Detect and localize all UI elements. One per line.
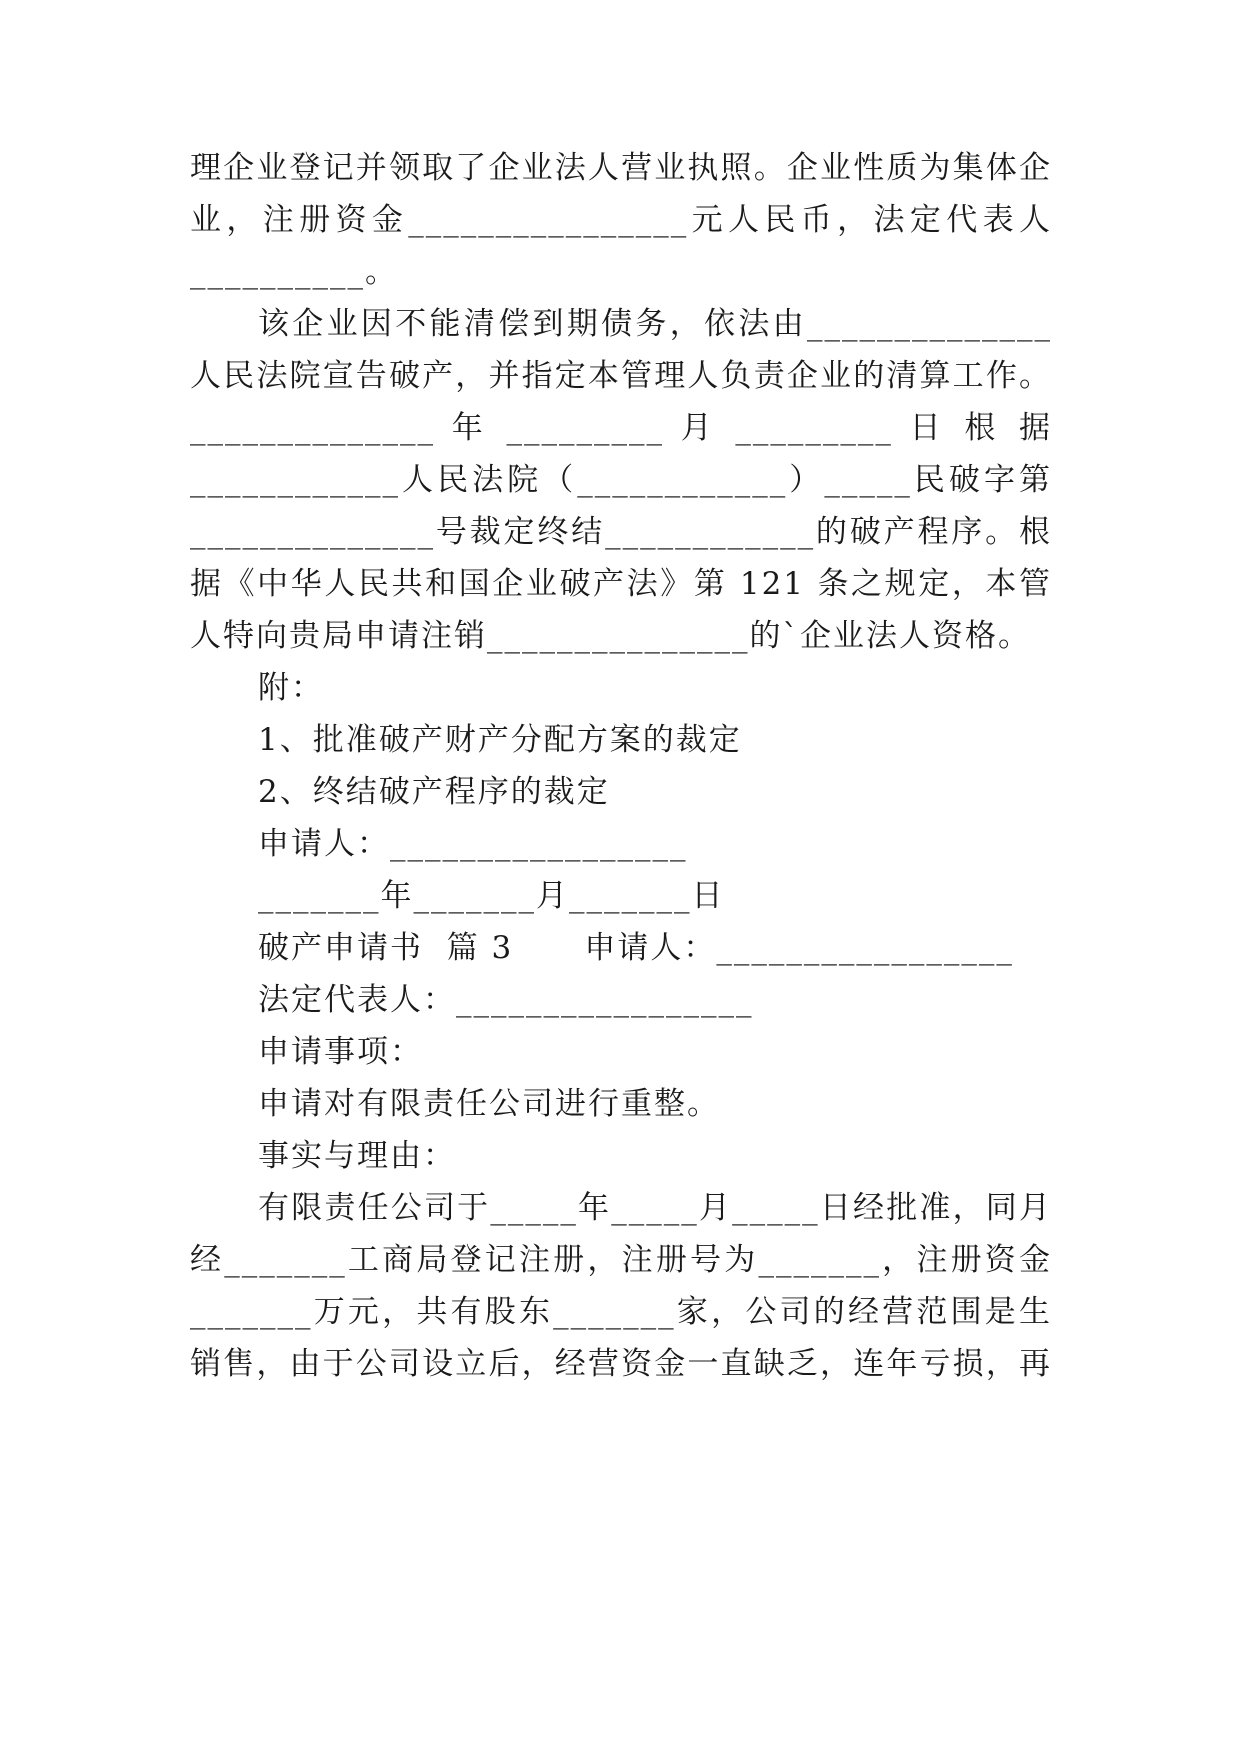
text-line-15: _______年_______月_______日 [258, 878, 725, 914]
text-line-8: ______________号裁定终结____________的破产程序。根 [190, 514, 1052, 550]
text-line-21: 有限责任公司于_____年_____月_____日经批准，同月 [258, 1190, 1052, 1226]
text-line-22: 经_______工商局登记注册，注册号为_______，注册资金 [190, 1242, 1052, 1278]
text-line-4: 该企业因不能清偿到期债务，依法由______________ [258, 306, 1052, 342]
text-line-7: ____________人民法院（____________）_____民破字第 [190, 462, 1052, 498]
text-line-19: 申请对有限责任公司进行重整。 [258, 1086, 720, 1122]
text-line-1: 理企业登记并领取了企业法人营业执照。企业性质为集体企 [190, 150, 1052, 186]
text-line-9: 据《中华人民共和国企业破产法》第 121 条之规定，本管 [190, 566, 1052, 602]
text-line-3: __________。 [190, 254, 398, 290]
text-line-20: 事实与理由： [258, 1138, 456, 1174]
text-line-17: 法定代表人：_________________ [258, 982, 754, 1018]
text-line-6: ______________ 年 _________ 月 _________ 日 根 据 [190, 410, 1052, 446]
text-line-12: 1、批准破产财产分配方案的裁定 [258, 722, 742, 758]
text-line-5: 人民法院宣告破产，并指定本管理人负责企业的清算工作。 [190, 358, 1052, 394]
text-line-2: 业，注册资金________________元人民币，法定代表人 [190, 202, 1052, 238]
text-line-18: 申请事项： [258, 1034, 423, 1070]
text-line-10: 人特向贵局申请注销_______________的`企业法人资格。 [190, 618, 1031, 654]
text-line-14: 申请人：_________________ [258, 826, 688, 862]
text-line-11: 附： [258, 670, 324, 706]
text-line-23: _______万元，共有股东_______家，公司的经营范围是生 [190, 1294, 1052, 1330]
text-line-24: 销售，由于公司设立后，经营资金一直缺乏，连年亏损，再 [190, 1346, 1052, 1382]
text-line-16: 破产申请书 篇 3 申请人：_________________ [258, 930, 1014, 966]
text-line-13: 2、终结破产程序的裁定 [258, 774, 610, 810]
